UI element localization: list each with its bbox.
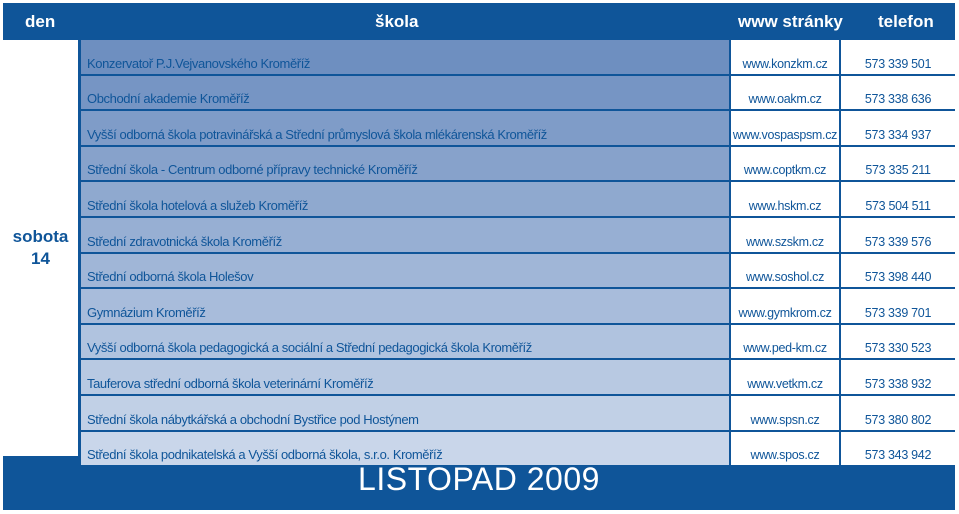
day-name: sobota [12, 227, 69, 246]
school-name: Tauferova střední odborná škola veterinární Kroměříž [81, 360, 729, 394]
school-phone: 573 380 802 [841, 396, 955, 430]
school-phone: 573 339 576 [841, 218, 955, 252]
table-row [81, 111, 955, 147]
school-website-link[interactable]: www.oakm.cz [731, 76, 839, 110]
table-row [81, 147, 955, 183]
school-phone: 573 504 511 [841, 182, 955, 216]
table-row [81, 40, 955, 76]
table-body [81, 40, 955, 467]
table-row [81, 218, 955, 254]
school-website-link[interactable]: www.gymkrom.cz [731, 289, 839, 323]
school-name: Obchodní akademie Kroměříž [81, 76, 729, 110]
school-website-link[interactable]: www.vospaspsm.cz [731, 111, 839, 145]
school-website-link[interactable]: www.spos.cz [731, 432, 839, 466]
school-phone: 573 339 701 [841, 289, 955, 323]
table-header [3, 3, 955, 40]
school-phone: 573 330 523 [841, 325, 955, 359]
footer-title: LISTOPAD 2009 [358, 461, 600, 497]
school-name: Střední odborná škola Holešov [81, 254, 729, 288]
table-row [81, 396, 955, 432]
table-row [81, 182, 955, 218]
day-number: 14 [31, 249, 50, 268]
school-name: Střední škola nábytkářská a obchodní Bystřice pod Hostýnem [81, 396, 729, 430]
header-web: www stránky [738, 12, 843, 31]
school-name: Střední škola hotelová a služeb Kroměříž [81, 182, 729, 216]
school-name: Střední škola - Centrum odborné přípravy technické Kroměříž [81, 147, 729, 181]
table-row [81, 289, 955, 325]
school-phone: 573 343 942 [841, 432, 955, 466]
school-website-link[interactable]: www.hskm.cz [731, 182, 839, 216]
school-phone: 573 338 636 [841, 76, 955, 110]
school-phone: 573 339 501 [841, 40, 955, 74]
school-phone: 573 334 937 [841, 111, 955, 145]
school-phone: 573 338 932 [841, 360, 955, 394]
school-website-link[interactable]: www.ped-km.cz [731, 325, 839, 359]
school-name: Konzervatoř P.J.Vejvanovského Kroměříž [81, 40, 729, 74]
schedule-table [3, 3, 955, 510]
school-name: Střední škola podnikatelská a Vyšší odborná škola, s.r.o. Kroměříž [81, 432, 729, 466]
table-row [81, 76, 955, 112]
school-website-link[interactable]: www.konzkm.cz [731, 40, 839, 74]
header-phone: telefon [878, 12, 934, 31]
school-website-link[interactable]: www.szskm.cz [731, 218, 839, 252]
header-school: škola [375, 12, 419, 31]
table-row [81, 325, 955, 361]
school-name: Gymnázium Kroměříž [81, 289, 729, 323]
school-website-link[interactable]: www.vetkm.cz [731, 360, 839, 394]
school-phone: 573 335 211 [841, 147, 955, 181]
school-name: Střední zdravotnická škola Kroměříž [81, 218, 729, 252]
header-day: den [25, 12, 56, 31]
school-phone: 573 398 440 [841, 254, 955, 288]
table-row [81, 360, 955, 396]
school-website-link[interactable]: www.spsn.cz [731, 396, 839, 430]
school-website-link[interactable]: www.coptkm.cz [731, 147, 839, 181]
table-row [81, 254, 955, 290]
day-cell [3, 40, 79, 456]
school-website-link[interactable]: www.soshol.cz [731, 254, 839, 288]
school-name: Vyšší odborná škola potravinářská a Střední průmyslová škola mlékárenská Kroměříž [81, 111, 729, 145]
school-name: Vyšší odborná škola pedagogická a sociální a Střední pedagogická škola Kroměříž [81, 325, 729, 359]
